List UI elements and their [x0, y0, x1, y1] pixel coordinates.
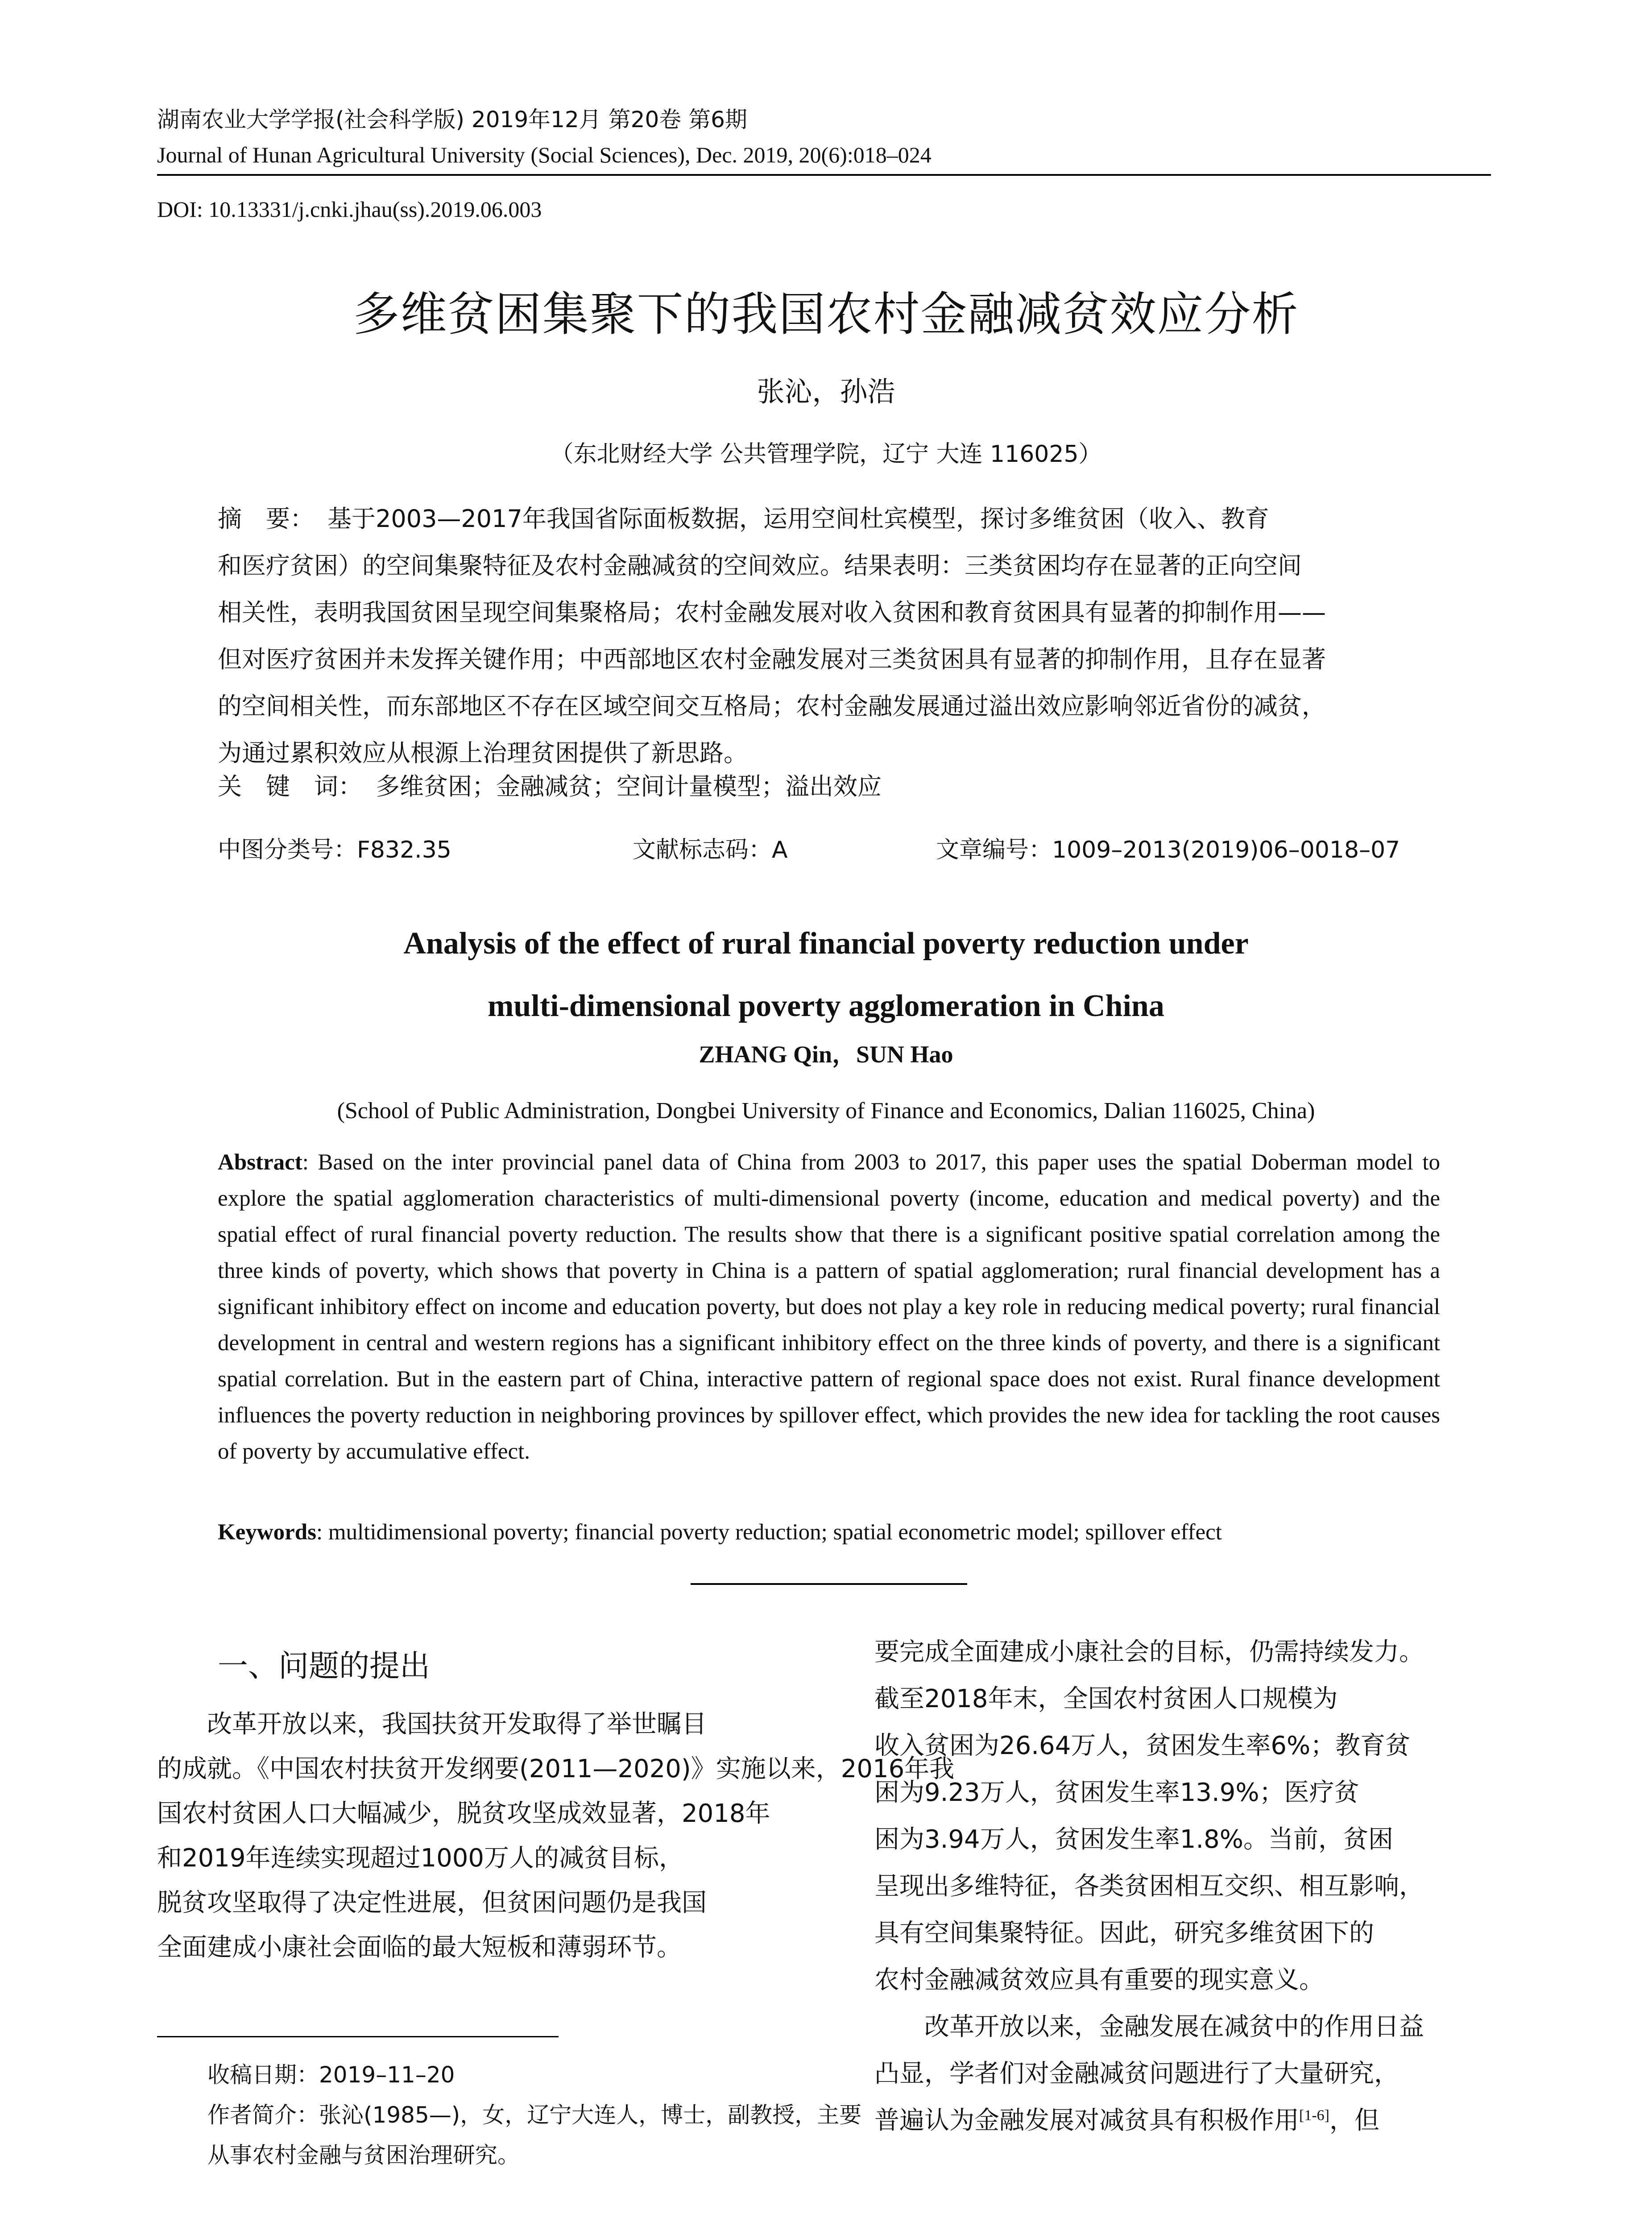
- body-line: 和2019年连续实现超过1000万人的减贫目标，: [157, 1844, 684, 1873]
- keywords-cn: [218, 767, 1422, 802]
- header-rule: [157, 174, 1491, 176]
- authors-en: ZHANG Qin，SUN Hao: [699, 1041, 953, 1068]
- affiliation-cn: （东北财经大学 公共管理学院，辽宁 大连 116025）: [550, 441, 1102, 468]
- body-line: 具有空间集聚特征。因此，研究多维贫困下的: [874, 1919, 1374, 1948]
- body-line: 困为9.23万人，贫困发生率13.9%；医疗贫: [874, 1778, 1359, 1807]
- body-line: 困为3.94万人，贫困发生率1.8%。当前，贫困: [874, 1825, 1393, 1854]
- body-line-with-citation: [874, 2097, 1499, 2144]
- body-line: 改革开放以来，金融发展在减贫中的作用日益: [924, 2012, 1424, 2041]
- title-en: [0, 912, 1652, 1037]
- document-code: 文献标志码：A: [633, 837, 788, 863]
- body-line: 的成就。《中国农村扶贫开发纲要(2011—2020)》实施以来，2016年我: [157, 1754, 955, 1783]
- body-line: 全面建成小康社会面临的最大短板和薄弱环节。: [157, 1933, 682, 1962]
- body-column-left: [157, 1702, 955, 1970]
- section-separator: [691, 1583, 967, 1585]
- keywords-cn-label: 关 键 词：: [218, 772, 362, 800]
- body-column-right: [874, 1629, 1499, 2144]
- title-en-line: Analysis of the effect of rural financial poverty reduction under: [403, 926, 1249, 961]
- citation-ref[interactable]: [1-6]: [1299, 2107, 1329, 2124]
- body-text: ，但: [1329, 2106, 1379, 2135]
- section-1-heading: 一、问题的提出: [218, 1649, 431, 1684]
- authors-cn: 张沁，孙浩: [757, 375, 895, 408]
- keywords-en-text: : multidimensional poverty; financial poverty reduction; spatial econometric model; spillover effect: [316, 1520, 1222, 1545]
- body-line: 要完成全面建成小康社会的目标，仍需持续发力。: [874, 1638, 1424, 1667]
- keywords-cn-text: 多维贫困；金融减贫；空间计量模型；溢出效应: [376, 772, 882, 800]
- abstract-cn-line: 相关性，表明我国贫困呈现空间集聚格局；农村金融发展对收入贫困和教育贫困具有显著的抑制作用——: [218, 598, 1326, 626]
- body-line: 截至2018年末，全国农村贫困人口规模为: [874, 1684, 1338, 1713]
- footnote: [207, 2055, 862, 2175]
- keywords-en: [218, 1519, 1440, 1545]
- body-line: 改革开放以来，我国扶贫开发取得了举世瞩目: [207, 1710, 707, 1739]
- affiliation-en: (School of Public Administration, Dongbei University of Finance and Economics, Dalian 116025, China): [337, 1098, 1315, 1124]
- abstract-en-text: : Based on the inter provincial panel data of China from 2003 to 2017, this paper uses the spatial Doberman model to explore the spatial agglomeration characteristics of multi-dimensional poverty (income, education and medical poverty) and the spatial effect of rural financial poverty reduction. The results show that there is a significant positive spatial correlation among the three kinds of poverty, which shows that poverty in China is a pattern of spatial agglomeration; rural financial development has a significant inhibitory effect on income and education poverty, but does not play a key role in reducing medical poverty; rural financial development in central and western regions has a significant inhibitory effect on the three kinds of poverty, and there is a significant spatial correlation. But in the eastern part of China, interactive pattern of regional space does not exist. Rural finance development influences the poverty reduction in neighboring provinces by spillover effect, which provides the new idea for tackling the root causes of poverty by accumulative effect.: [218, 1150, 1440, 1464]
- keywords-en-label: Keywords: [218, 1520, 316, 1545]
- body-line: 凸显，学者们对金融减贫问题进行了大量研究，: [874, 2059, 1399, 2088]
- author-bio: 作者简介：张沁(1985—)，女，辽宁大连人，博士，副教授，主要: [207, 2102, 862, 2128]
- body-text: 普遍认为金融发展对减贫具有积极作用: [874, 2106, 1299, 2135]
- journal-header-en: Journal of Hunan Agricultural University (Social Sciences), Dec. 2019, 20(6):018–024: [157, 142, 932, 167]
- abstract-cn-line: 的空间相关性，而东部地区不存在区域空间交互格局；农村金融发展通过溢出效应影响邻近省份的减贫，: [218, 692, 1326, 720]
- body-line: 农村金融减贫效应具有重要的现实意义。: [874, 1966, 1324, 1995]
- doi[interactable]: DOI: 10.13331/j.cnki.jhau(ss).2019.06.003: [157, 197, 542, 222]
- footnote-rule: [157, 2036, 559, 2037]
- abstract-en-label: Abstract: [218, 1150, 302, 1175]
- abstract-en: [218, 1145, 1440, 1470]
- article-number: 文章编号：1009–2013(2019)06–0018–07: [936, 837, 1400, 863]
- body-line: 脱贫攻坚取得了决定性进展，但贫困问题仍是我国: [157, 1888, 707, 1917]
- abstract-cn-line: 为通过累积效应从根源上治理贫困提供了新思路。: [218, 739, 748, 767]
- title-en-line: multi-dimensional poverty agglomeration in China: [488, 989, 1164, 1023]
- clc-number: 中图分类号：F832.35: [218, 837, 451, 863]
- body-line: 国农村贫困人口大幅减少，脱贫攻坚成效显著，2018年: [157, 1799, 770, 1828]
- abstract-cn-label: 摘 要：: [218, 505, 314, 533]
- abstract-cn-line: 和医疗贫困）的空间集聚特征及农村金融减贫的空间效应。结果表明：三类贫困均存在显著的正向空间: [218, 552, 1302, 580]
- title-cn: 多维贫困集聚下的我国农村金融减贫效应分析: [353, 287, 1299, 341]
- abstract-cn: [218, 495, 1422, 776]
- journal-header-cn: 湖南农业大学学报(社会科学版) 2019年12月 第20卷 第6期: [157, 107, 747, 133]
- author-bio: 从事农村金融与贫困治理研究。: [207, 2142, 520, 2168]
- body-line: 呈现出多维特征，各类贫困相互交织、相互影响，: [874, 1872, 1424, 1901]
- received-date: 收稿日期：2019–11–20: [207, 2062, 455, 2088]
- body-line: 收入贫困为26.64万人，贫困发生率6%；教育贫: [874, 1731, 1411, 1760]
- abstract-cn-line: 但对医疗贫困并未发挥关键作用；中西部地区农村金融发展对三类贫困具有显著的抑制作用，且存在显著: [218, 645, 1326, 673]
- abstract-cn-line: 基于2003—2017年我国省际面板数据，运用空间杜宾模型，探讨多维贫困（收入、教育: [327, 505, 1269, 533]
